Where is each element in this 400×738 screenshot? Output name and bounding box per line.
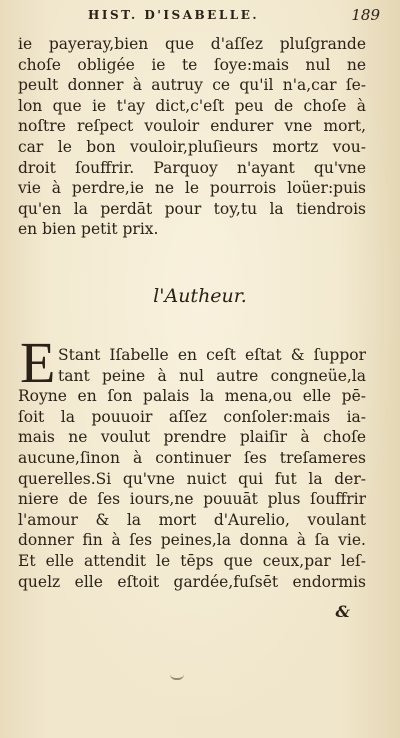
text-line: qu'en la perdāt pour toy,tu la tiendrois <box>18 199 366 218</box>
text-line: querelles.Si qu'vne nuict qui fut la der- <box>18 469 366 488</box>
text-line: lon que ie t'ay dict,c'eſt peu de choſe à <box>18 96 366 115</box>
running-title: HIST. D'ISABELLE. <box>88 8 260 22</box>
text-line: Et elle attendit le tēps que ceux,par leſ- <box>18 551 366 570</box>
text-line: tant peine à nul autre congneüe,la <box>58 366 366 385</box>
text-line: quelz elle eſtoit gardée,fuſsēt endormis <box>18 572 366 591</box>
text-line: l'amour & la mort d'Aurelio, voulant <box>18 510 366 529</box>
text-line: droit ſouffrir. Parquoy n'ayant qu'vne <box>18 158 366 177</box>
text-line: mais ne voulut prendre plaiſir à choſe <box>18 428 366 447</box>
text-line: noſtre reſpect vouloir endurer vne mort, <box>18 117 366 136</box>
text-line: peult donner à autruy ce qu'il n'a,car ſe- <box>18 76 366 95</box>
text-line: car le bon vouloir,pluſieurs mortz vou- <box>18 137 366 156</box>
text-line: donner fin à ſes peines,la donna à ſa vie. <box>18 531 366 550</box>
text-line: ie payeray,bien que d'aſſez pluſgrande <box>18 35 366 53</box>
running-head <box>70 6 380 26</box>
text-line: aucune,ſinon à continuer ſes treſameres <box>18 448 366 467</box>
text-line: en bien petit prix. <box>18 220 159 239</box>
section-title: l'Autheur. <box>153 285 247 307</box>
page-number: 189 <box>351 6 380 24</box>
paragraph-1 <box>18 34 366 240</box>
paragraph-2 <box>18 345 366 592</box>
ink-smudge <box>170 672 184 680</box>
text-line: Royne en ſon palais la mena,ou elle pē- <box>18 387 366 406</box>
text-line: Stant Iſabelle en ceſt eſtat & ſuppor <box>58 346 366 364</box>
text-line: choſe obligée ie te ſoye:mais nul ne <box>18 55 366 74</box>
text-line: ſoit la pouuoir aſſez conſoler:mais ia- <box>18 407 366 426</box>
text-line: vie à perdre,ie ne le pourrois loüer:puis <box>18 179 366 198</box>
catchword: & <box>335 602 350 621</box>
text-line: niere de ſes iours,ne pouuāt plus ſouffrir <box>18 490 366 509</box>
drop-capital: E <box>20 330 56 395</box>
